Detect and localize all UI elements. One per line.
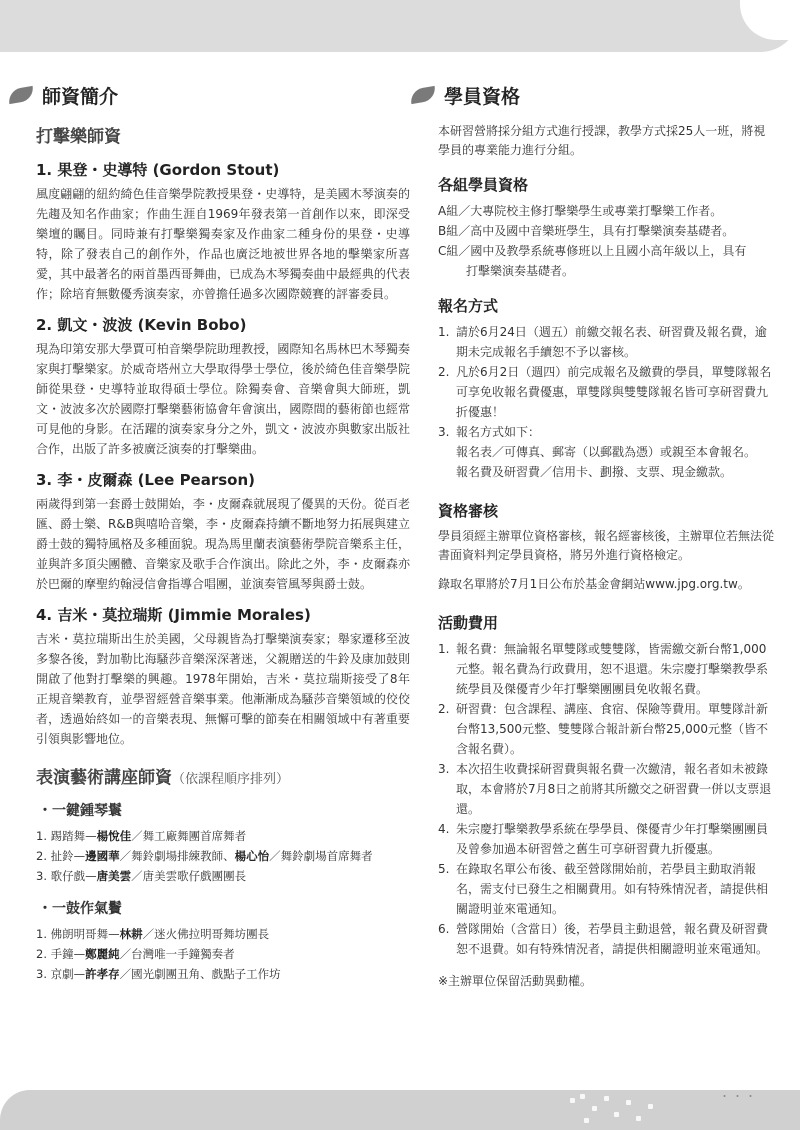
lecturer-list	[36, 826, 410, 886]
review-heading: 資格審核	[438, 502, 499, 520]
fee-heading: 活動費用	[438, 614, 499, 632]
fee-list	[438, 639, 776, 959]
performing-arts-title-text: 表演藝術講座師資	[36, 768, 172, 788]
page-mark: ・・・	[719, 1090, 758, 1103]
group-qualifications	[438, 201, 776, 281]
list-item: 3. 報名方式如下：	[438, 425, 541, 439]
section-title-eligibility	[410, 82, 776, 108]
teacher-name: 4. 吉米・莫拉瑞斯 (Jimmie Morales)	[36, 606, 311, 624]
group-heading: ・一鍵鍾琴鬟	[38, 803, 122, 819]
section-title-text: 師資簡介	[42, 85, 119, 108]
list-item: 6. 營隊開始（含當日）後，若學員主動退營，報名費及研習費恕不退費。如有特殊情況者，請提供相關證明並來電通知。	[438, 922, 769, 956]
performing-arts-note: （依課程順序排列）	[172, 772, 290, 787]
percussion-teachers-title: 打擊樂師資	[36, 127, 121, 147]
signup-heading: 報名方式	[438, 297, 499, 315]
teacher-entry	[36, 604, 410, 749]
list-item: 2. 研習費：包含課程、講座、食宿、保險等費用。單雙隊計新台幣13,500元整、雙雙隊合報計新台幣25,000元整（皆不含報名費）。	[438, 702, 769, 756]
teacher-bio: 兩歲得到第一套爵士鼓開始，李・皮爾森就展現了優異的天份。從百老匯、爵士樂、R&B與嘻哈音樂，李・皮爾森持續不斷地努力拓展與建立爵士鼓的獨特風格及多種面貌。現為馬里蘭表演藝術學院音樂系主任，並與許多頂尖團體、音樂家及歌手合作演出。除此之外，李・皮爾森亦於巴爾的摩聖約翰浸信會指導合唱團，並演奏管風琴與爵士鼓。	[36, 497, 410, 591]
top-banner	[0, 0, 800, 52]
signup-list	[438, 322, 776, 482]
list-item: 4. 朱宗慶打擊樂教學系統在學學員、傑優青少年打擊樂團團員及曾參加過本研習營之舊生可享研習費九折優惠。	[438, 822, 769, 856]
teacher-name: 2. 凱文・波波 (Kevin Bobo)	[36, 316, 247, 334]
qual-a: A組／大專院校主修打擊樂學生或專業打擊樂工作者。	[438, 204, 723, 218]
list-subitem: 報名表／可傳真、郵寄（以郵戳為憑）或親至本會報名。	[456, 445, 757, 459]
right-column	[438, 82, 776, 991]
list-item: 3. 本次招生收費採研習費與報名費一次繳清，報名者如未被錄取，本會將於7月8日之前將其所繳交之研習費一併以支票退還。	[438, 762, 772, 816]
group-heading: ・一鼓作氣鬢	[38, 901, 122, 917]
review-text: 學員須經主辦單位資格審核，報名經審核後，主辦單位若無法從書面資料判定學員資格，將另外進行資格檢定。	[438, 529, 775, 562]
leaf-icon	[409, 86, 437, 104]
decorative-dots	[570, 1092, 660, 1126]
list-item: 2. 手鐘—鄭麗純／台灣唯一手鐘獨奏者	[36, 947, 235, 961]
lecturer-list	[36, 924, 410, 984]
list-item: 1. 踢踏舞—楊悅佳／舞工廠舞團首席舞者	[36, 829, 247, 843]
teacher-bio: 風度翩翩的紐約綺色佳音樂學院教授果登・史導特，是美國木琴演奏的先趨及知名作曲家；作曲生涯自1969年發表第一首創作以來，即深受樂壇的矚目。同時兼有打擊樂獨奏家及作曲家二種身份的果登・史導特，除了發表自己的創作外，作品也廣泛地被世界各地的擊樂家所喜愛，其中最著名的兩首墨西哥舞曲，已成為木琴獨奏曲中最經典的代表作；除培育無數優秀演奏家，亦曾擔任過多次國際競賽的評審委員。	[36, 187, 410, 301]
leaf-icon	[7, 86, 35, 104]
list-item: 3. 京劇—許孝存／國光劇團丑角、戲點子工作坊	[36, 967, 281, 981]
bottom-banner	[0, 1090, 800, 1130]
teacher-bio: 吉米・莫拉瑞斯出生於美國，父母親皆為打擊樂演奏家；舉家遷移至波多黎各後，對加勒比海騷莎音樂深深著迷，父親贈送的牛鈴及康加鼓則開啟了他對打擊樂的興趣。1978年開始，吉米・莫拉瑞斯接受了8年正規音樂教育，並學習經營音樂事業。他漸漸成為騷莎音樂領域的佼佼者，透過始終如一的音樂表現、無懈可擊的節奏在相關領域中有著重要引領與影響地位。	[36, 632, 410, 746]
performing-arts-title	[36, 763, 410, 788]
list-item: 1. 報名費：無論報名單雙隊或雙雙隊，皆需繳交新台幣1,000元整。報名費為行政費用，恕不退還。朱宗慶打擊樂教學系統學員及傑優青少年打擊樂團團員免收報名費。	[438, 642, 769, 696]
teacher-bio: 現為印第安那大學賈可柏音樂學院助理教授，國際知名馬林巴木琴獨奏家與打擊樂家。於威奇塔州立大學取得學士學位，後於綺色佳音樂學院師從果登・史導特並取得碩士學位。除獨奏會、音樂會與大師班，凱文・波波多次於國際打擊樂藝術協會年會演出，國際間的藝術節也經常可見他的身影。在活躍的演奏家身分之外，凱文・波波亦與數家出版社合作，出版了許多被廣泛演奏的打擊樂曲。	[36, 342, 410, 456]
top-banner-notch	[740, 0, 800, 40]
section-title-text: 學員資格	[444, 85, 521, 108]
qual-c-cont: 打擊樂演奏基礎者。	[466, 264, 575, 278]
section-title-teachers	[8, 82, 410, 108]
groups-heading: 各組學員資格	[438, 176, 529, 194]
list-item: 1. 佛朗明哥舞—林耕／迷火佛拉明哥舞坊團長	[36, 927, 270, 941]
teacher-name: 1. 果登・史導特 (Gordon Stout)	[36, 161, 280, 179]
teacher-entry	[36, 159, 410, 304]
footnote: ※主辦單位保留活動異動權。	[438, 974, 593, 988]
teacher-entry	[36, 314, 410, 459]
list-item: 1. 請於6月24日（週五）前繳交報名表、研習費及報名費，逾期未完成報名手續恕不予以審核。	[438, 325, 767, 359]
qual-c: C組／國中及教學系統專修班以上且國小高年級以上，具有	[438, 244, 747, 258]
list-item: 2. 扯鈴—邊國華／舞鈴劇場排練教師、楊心怡／舞鈴劇場首席舞者	[36, 849, 373, 863]
review-url-text: 錄取名單將於7月1日公布於基金會網站www.jpg.org.tw。	[438, 577, 750, 591]
list-item: 2. 凡於6月2日（週四）前完成報名及繳費的學員，單雙隊報名可享免收報名費優惠，單雙隊與雙雙隊報名皆可享研習費九折優惠！	[438, 365, 772, 419]
left-column	[36, 82, 410, 996]
list-item: 3. 歌仔戲—唐美雲／唐美雲歌仔戲團團長	[36, 869, 247, 883]
list-item: 5. 在錄取名單公布後、截至營隊開始前，若學員主動取消報名，需支付已發生之相關費用。如有特殊情況者，請提供相關證明並來電通知。	[438, 862, 769, 916]
qual-b: B組／高中及國中音樂班學生，具有打擊樂演奏基礎者。	[438, 224, 735, 238]
teacher-name: 3. 李・皮爾森 (Lee Pearson)	[36, 471, 256, 489]
intro-text: 本研習營將採分組方式進行授課，教學方式採25人一班，將視學員的專業能力進行分組。	[438, 124, 766, 157]
list-subitem: 報名費及研習費／信用卡、劃撥、支票、現金繳款。	[456, 465, 733, 479]
teacher-entry	[36, 469, 410, 594]
